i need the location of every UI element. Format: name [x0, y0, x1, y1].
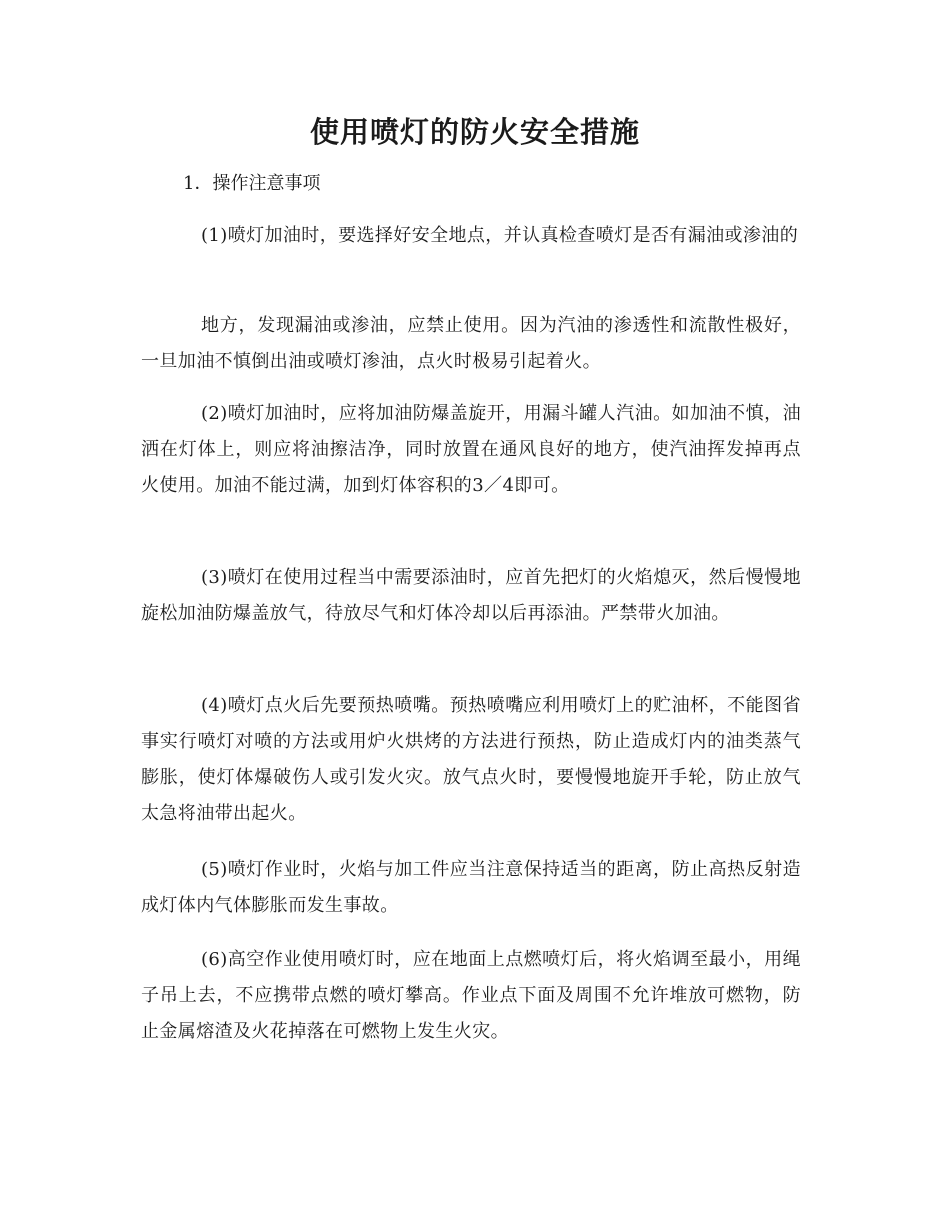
paragraph-4: (4)喷灯点火后先要预热喷嘴。预热喷嘴应利用喷灯上的贮油杯，不能图省事实行喷灯对喷的方法或用炉火烘烤的方法进行预热，防止造成灯内的油类蒸气膨胀，使灯体爆破伤人或引发火灾。放气点火时，要慢慢地旋开手轮，防止放气太急将油带出起火。	[141, 695, 801, 824]
paragraph-6: (6)高空作业使用喷灯时，应在地面上点燃喷灯后，将火焰调至最小，用绳子吊上去，不应携带点燃的喷灯攀高。作业点下面及周围不允许堆放可燃物，防止金属熔渣及火花掉落在可燃物上发生火灾。	[141, 949, 801, 1042]
paragraph-5: (5)喷灯作业时，火焰与加工件应当注意保持适当的距离，防止高热反射造成灯体内气体膨胀而发生事故。	[141, 859, 801, 916]
paragraph-2: (2)喷灯加油时，应将加油防爆盖旋开，用漏斗罐人汽油。如加油不慎，油洒在灯体上，则应将油擦洁净，同时放置在通风良好的地方，使汽油挥发掉再点火使用。加油不能过满，加到灯体容积的3／4即可。	[141, 403, 801, 496]
paragraph-3: (3)喷灯在使用过程当中需要添油时，应首先把灯的火焰熄灭，然后慢慢地旋松加油防爆盖放气，待放尽气和灯体冷却以后再添油。严禁带火加油。	[141, 567, 801, 624]
section-heading: 1．操作注意事项	[183, 173, 321, 194]
paragraph-1: (1)喷灯加油时，要选择好安全地点，并认真检查喷灯是否有漏油或渗油的	[201, 225, 799, 246]
document-title: 使用喷灯的防火安全措施	[309, 115, 640, 149]
paragraph-1-continued: 地方，发现漏油或渗油，应禁止使用。因为汽油的渗透性和流散性极好，一旦加油不慎倒出油或喷灯渗油，点火时极易引起着火。	[141, 315, 801, 372]
